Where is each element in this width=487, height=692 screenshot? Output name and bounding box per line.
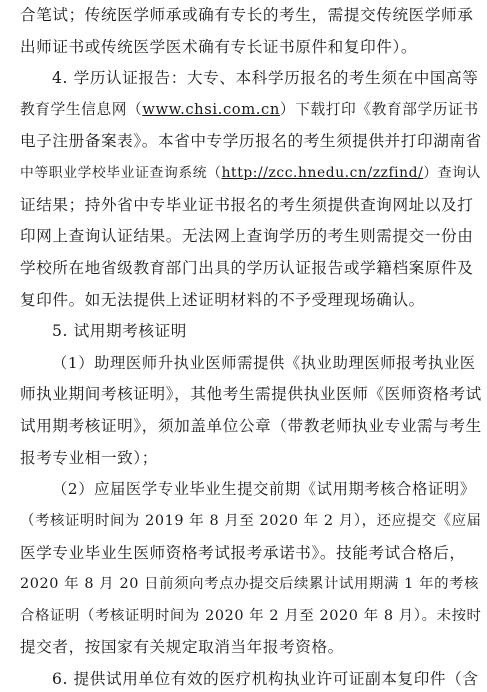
text-line: （2）应届医学专业毕业生提交前期《试用期考核合格证明》 <box>52 480 476 498</box>
text-line: （1）助理医师升执业医师需提供《执业助理医师报考执业医 <box>52 354 476 372</box>
text-line: 试用期考核证明》，须加盖单位公章（带教老师执业专业需与考生 <box>20 417 482 435</box>
text-fragment: 中等职业学校毕业证查询系统（ <box>20 165 222 181</box>
section-4-heading-line: 4. 学历认证报告：大专、本科学历报名的考生须在中国高等 <box>52 69 479 87</box>
text-fragment: ）下载打印《教育部学历证书 <box>279 101 479 118</box>
hnedu-link[interactable]: http://zcc.hnedu.cn/zzfind/ <box>221 165 424 181</box>
text-line: 2020 年 8 月 20 日前须向考点办提交后续累计试用期满 1 年的考核 <box>20 576 480 592</box>
text-line: 提交者，按国家有关规定取消当年报考资格。 <box>20 638 344 656</box>
text-line-with-link <box>20 162 481 184</box>
text-line: 报考专业相一致）； <box>20 449 158 467</box>
text-line: 师执业期间考核证明》，其他考生需提供执业医师《医师资格考试 <box>20 385 482 403</box>
text-line-with-link <box>20 99 479 121</box>
text-line: 合格证明（考核证明时间为 2020 年 2 月至 2020 年 8 月）。未按时 <box>20 608 482 624</box>
text-line: 出师证书或传统医学医术确有专长证书原件和复印件）。 <box>20 38 418 56</box>
text-line: （考核证明时间为 2019 年 8 月至 2020 年 2 月），还应提交《应届 <box>20 513 482 529</box>
text-fragment: ）查询认 <box>423 165 481 181</box>
text-line: 证结果；持外省中专毕业证书报名的考生须提供查询网址以及打 <box>20 196 474 214</box>
text-line: 医学专业毕业生医师资格考试报考承诺书》。技能考试合格后， <box>20 544 466 562</box>
text-fragment: 教育学生信息网（ <box>20 101 143 118</box>
section-5-heading: 5. 试用期考核证明 <box>52 322 187 340</box>
text-line: 合笔试；传统医学师承或确有专长的考生，需提交传统医学师承 <box>20 6 474 24</box>
section-6-heading-line: 6. 提供试用单位有效的医疗机构执业许可证副本复印件（含 <box>52 670 479 688</box>
text-line: 学校所在地省级教育部门出具的学历认证报告或学籍档案原件及 <box>20 259 474 277</box>
chsi-link[interactable]: www.chsi.com.cn <box>142 101 280 118</box>
text-line: 印网上查询认证结果。无法网上查询学历的考生则需提交一份由 <box>20 227 474 245</box>
text-line: 复印件。如无法提供上述证明材料的不予受理现场确认。 <box>20 291 425 309</box>
text-line: 电子注册备案表》。本省中专学历报名的考生须提供并打印湖南省 <box>20 132 482 150</box>
